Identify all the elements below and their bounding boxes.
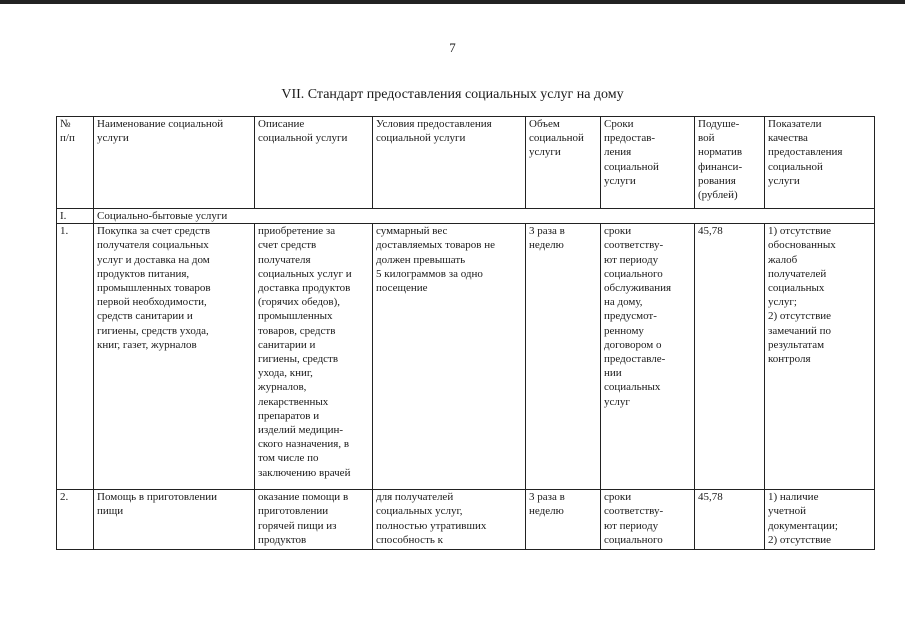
row-volume: 3 раза в неделю [526,224,601,490]
table-row [57,224,875,490]
header-quality: Показатели качества предоставления социальной услуги [765,117,875,209]
row-description: приобретение за счет средств получателя социальных услуг и доставка продуктов (горячих обедов), промышленных товаров, средств санитарии и гигиены, средств ухода, книг, журналов, лекарственных препаратов и изделий медицин- ского назначения, в том числе по заключению врачей [255,224,373,490]
row-quality: 1) наличие учетной документации; 2) отсутствие [765,490,875,550]
row-number: 1. [57,224,94,490]
page-number: 7 [449,40,456,55]
row-terms: сроки соответству- ют периоду социального обслуживания на дому, предусмот- ренному договором о предоставле- нии социальных услуг [601,224,695,490]
table-row [57,490,875,550]
header-description: Описание социальной услуги [255,117,373,209]
services-standard-table [56,116,875,550]
row-service-name: Помощь в приготовлении пищи [94,490,255,550]
row-number: 2. [57,490,94,550]
top-border-line [0,0,905,4]
header-norm: Подуше- вой норматив финанси- рования (рублей) [695,117,765,209]
header-service-name: Наименование социальной услуги [94,117,255,209]
table-header-row [57,117,875,209]
row-conditions: для получателей социальных услуг, полностью утративших способность к [373,490,526,550]
row-conditions: суммарный вес доставляемых товаров не должен превышать 5 килограммов за одно посещение [373,224,526,490]
section-label: Социально-бытовые услуги [94,209,875,224]
row-norm: 45,78 [695,490,765,550]
header-number: № п/п [57,117,94,209]
document-title: VII. Стандарт предоставления социальных услуг на дому [281,87,624,102]
section-number: I. [57,209,94,224]
row-norm: 45,78 [695,224,765,490]
header-terms: Сроки предостав- ления социальной услуги [601,117,695,209]
header-conditions: Условия предоставления социальной услуги [373,117,526,209]
header-volume: Объем социальной услуги [526,117,601,209]
row-quality: 1) отсутствие обоснованных жалоб получателей социальных услуг; 2) отсутствие замечаний по результатам контроля [765,224,875,490]
row-description: оказание помощи в приготовлении горячей пищи из продуктов [255,490,373,550]
row-terms: сроки соответству- ют периоду социального [601,490,695,550]
row-volume: 3 раза в неделю [526,490,601,550]
section-row [57,209,875,224]
row-service-name: Покупка за счет средств получателя социальных услуг и доставка на дом продуктов питания, промышленных товаров первой необходимости, средств санитарии и гигиены, средств ухода, книг, газет, журналов [94,224,255,490]
